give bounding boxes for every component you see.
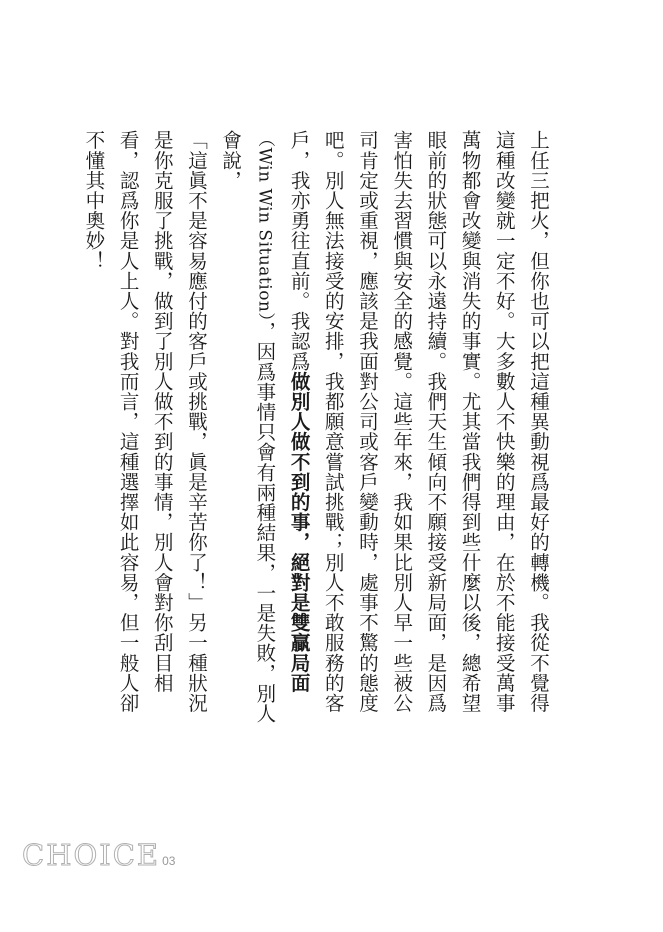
latin-phrase: （Win Win Situation） [254, 130, 275, 322]
footer-brand [22, 838, 175, 878]
page-number: 03 [162, 854, 176, 868]
paragraph-1-text: 上任三把火，但你也可以把這種異動視爲最好的轉機。我從不覺得這種改變就一定不好。大多數人不快樂的理由，在於不能接受萬事萬物都會改變與消失的事實。尤其當我們得到些什麼以後，總希望眼前的狀態可以永遠持續。我們天生傾向不願接受新局面，是因爲害怕失去習慣與安全的感覺。這些年來，我如果比別人早一些被公司肯定或重視，應該是我面對公司或客戶變動時，處事不驚的態度吧。別人無法接受的安排，我都願意嘗試挑戰；別人不敢服務的客戶，我亦勇往直前。我認爲 [287, 130, 550, 713]
paragraph-1-end: ，因爲事情只會有兩種結果，一是失敗，別人會說， [219, 130, 277, 724]
paragraph-2: 「這眞不是容易應付的客戶或挑戰，眞是辛苦你了！」另一種狀況是你克服了挑戰，做到了別人做不到的事情，別人會對你刮目相看，認爲你是人上人。對我而言，這種選擇如此容易，但一般人卻不懂其中奧妙！ [82, 130, 208, 713]
footer-word: CHOICE [22, 838, 161, 872]
emphasis-text: 做別人做不到的事，絕對是雙贏局面 [287, 371, 311, 693]
paragraph-1 [213, 130, 555, 730]
body-text [76, 130, 555, 730]
